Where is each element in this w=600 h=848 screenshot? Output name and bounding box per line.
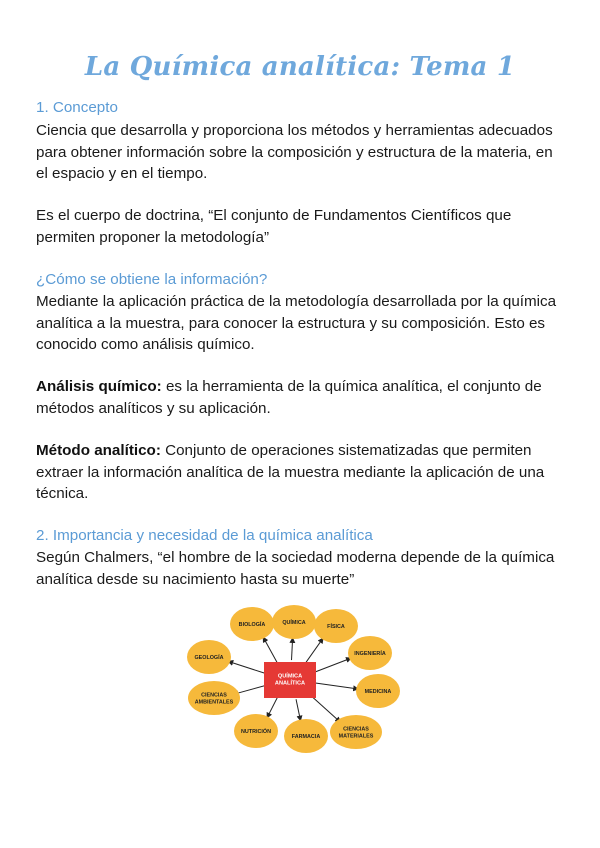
term-analisis-quimico: Análisis químico:	[36, 378, 162, 395]
definition-metodo-analitico	[36, 440, 566, 505]
discipline-node	[234, 714, 278, 748]
connector-arrow	[267, 697, 278, 718]
node-label: BIOLOGÍA	[238, 622, 266, 628]
connector-arrow	[312, 682, 358, 689]
discipline-node	[188, 681, 240, 715]
node-label: INGENIERÍA	[354, 651, 386, 657]
connector-arrow	[304, 638, 323, 665]
node-label: CIENCIAS	[343, 726, 369, 733]
connector-arrow	[263, 637, 277, 663]
discipline-node	[348, 636, 392, 670]
node-label: FÍSICA	[327, 624, 345, 630]
node-label: FARMACIA	[291, 734, 321, 740]
discipline-node	[230, 607, 274, 641]
node-label: MATERIALES	[338, 733, 374, 740]
def-analisis-quimico-text: es la herramienta de la química analítica, el conjunto de métodos analíticos y su aplicación.	[36, 378, 542, 417]
node-label: AMBIENTALES	[194, 699, 234, 706]
discipline-node	[356, 674, 400, 708]
node-label: QUÍMICA	[282, 620, 306, 626]
discipline-node	[187, 640, 231, 674]
discipline-node	[272, 605, 316, 639]
section-heading-importancia: 2. Importancia y necesidad de la química analítica	[36, 527, 373, 544]
connector-arrow	[311, 658, 351, 673]
center-label: ANALÍTICA	[274, 680, 306, 687]
node-label: MEDICINA	[364, 689, 392, 695]
node-label: GEOLOGÍA	[194, 655, 224, 661]
node-label: CIENCIAS	[201, 692, 227, 699]
document-title: La Química analítica: Tema 1	[84, 52, 516, 82]
node-label: NUTRICIÓN	[241, 729, 271, 735]
section-heading-concepto: 1. Concepto	[36, 99, 118, 116]
definition-analisis-quimico	[36, 376, 566, 419]
subheading-informacion: ¿Cómo se obtiene la información?	[36, 271, 268, 288]
paragraph-metodologia: Mediante la aplicación práctica de la metodología desarrollada por la química analítica a la muestra, para conocer la estructura y su composición. Esto es conocido como análisis químico.	[36, 293, 557, 353]
paragraph-chalmers: Según Chalmers, “el hombre de la sociedad moderna depende de la química analítica desde su nacimiento hasta su muerte”	[36, 549, 555, 588]
discipline-node	[314, 609, 358, 643]
discipline-node	[284, 719, 328, 753]
disciplines-diagram	[0, 600, 600, 760]
connector-arrow	[292, 638, 293, 660]
discipline-node	[330, 715, 382, 749]
center-node	[264, 662, 316, 698]
center-label: QUÍMICA	[277, 673, 303, 680]
term-metodo-analitico: Método analítico:	[36, 442, 161, 459]
paragraph-definicion: Ciencia que desarrolla y proporciona los métodos y herramientas adecuados para obtener información sobre la composición y estructura de la materia, en el espacio y en el tiempo.	[36, 122, 553, 182]
connector-arrow	[296, 699, 300, 720]
def-metodo-analitico-text: Conjunto de operaciones sistematizadas que permiten extraer la información analítica de la muestra mediante la aplicación de una técnica.	[36, 442, 545, 502]
paragraph-doctrina: Es el cuerpo de doctrina, “El conjunto de Fundamentos Científicos que permiten proponer la metodología”	[36, 207, 512, 246]
connector-arrow	[228, 661, 269, 674]
